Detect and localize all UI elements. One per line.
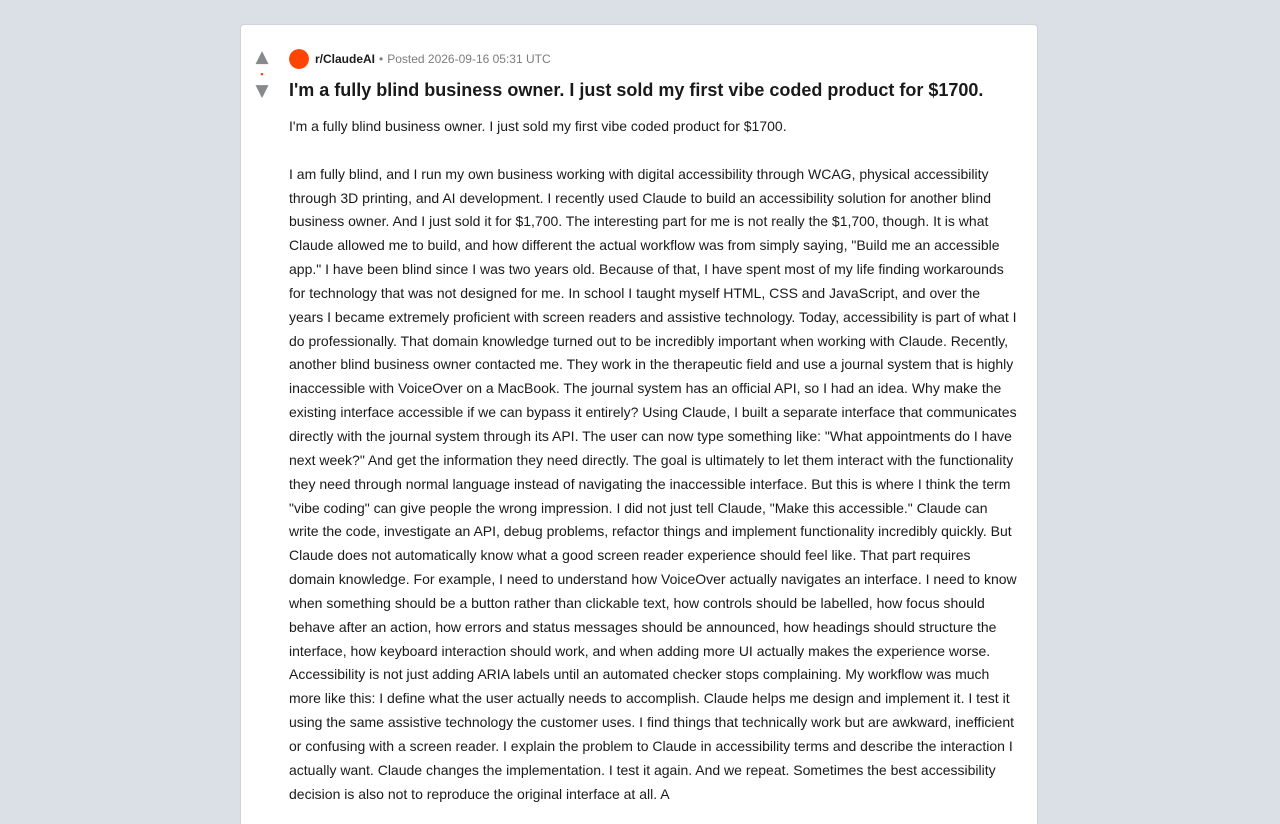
vote-column <box>241 47 283 101</box>
downvote-arrow-icon[interactable]: ▼ <box>255 81 269 101</box>
posted-timestamp: Posted 2026-09-16 05:31 UTC <box>387 52 551 66</box>
post-body <box>289 115 1017 806</box>
subreddit-avatar-icon[interactable] <box>289 49 309 69</box>
subreddit-link[interactable]: r/ClaudeAI <box>315 52 376 66</box>
meta-separator: • <box>379 52 384 66</box>
post-content <box>289 49 1017 806</box>
post-title[interactable]: I'm a fully blind business owner. I just sold my first vibe coded product for $1700. <box>289 80 984 100</box>
upvote-arrow-icon[interactable]: ▲ <box>255 47 269 67</box>
post-meta <box>289 49 1017 69</box>
post-body-intro: I'm a fully blind business owner. I just sold my first vibe coded product for $1700. <box>289 118 787 134</box>
vote-count: • <box>260 69 264 79</box>
post-card <box>240 24 1038 824</box>
post-body-main: I am fully blind, and I run my own business working with digital accessibility through WCAG, physical accessibility through 3D printing, and AI development. I recently used Claude to build an accessibility solution for another blind business owner. And I just sold it for $1,700. The interesting part for me is not really the $1,700, though. It is what Claude allowed me to build, and how different the actual workflow was from simply saying, "Build me an accessible app." I have been blind since I was two years old. Because of that, I have spent most of my life finding workarounds for technology that was not designed for me. In school I taught myself HTML, CSS and JavaScript, and over the years I became extremely proficient with screen readers and assistive technology. Today, accessibility is part of what I do professionally. That domain knowledge turned out to be incredibly important when working with Claude. Recently, another blind business owner contacted me. They work in the therapeutic field and use a journal system that is highly inaccessible with VoiceOver on a MacBook. The journal system has an official API, so I had an idea. Why make the existing interface accessible if we can bypass it entirely? Using Claude, I built a separate interface that communicates directly with the journal system through its API. The user can now type something like: "What appointments do I have next week?" And get the information they need directly. The goal is ultimately to let them interact with the functionality they need through normal language instead of navigating the inaccessible interface. But this is where I think the term "vibe coding" can give people the wrong impression. I did not just tell Claude, "Make this accessible." Claude can write the code, investigate an API, debug problems, refactor things and implement functionality incredibly quickly. But Claude does not automatically know what a good screen reader experience should feel like. That part requires domain knowledge. For example, I need to understand how VoiceOver actually navigates an interface. I need to know when something should be a button rather than clickable text, how controls should be labelled, how focus should behave after an action, how errors and status messages should be announced, how headings should structure the interface, how keyboard interaction should work, and when adding more UI actually makes the experience worse. Accessibility is not just adding ARIA labels until an automated checker stops complaining. My workflow was much more like this: I define what the user actually needs to accomplish. Claude helps me design and implement it. I test it using the same assistive technology the customer uses. I find things that technically work but are awkward, inefficient or confusing with a screen reader. I explain the problem to Claude in accessibility terms and describe the interaction I actually want. Claude changes the implementation. I test it again. And we repeat. Sometimes the best accessibility decision is also not to reproduce the original interface at all. A <box>289 165 1017 802</box>
